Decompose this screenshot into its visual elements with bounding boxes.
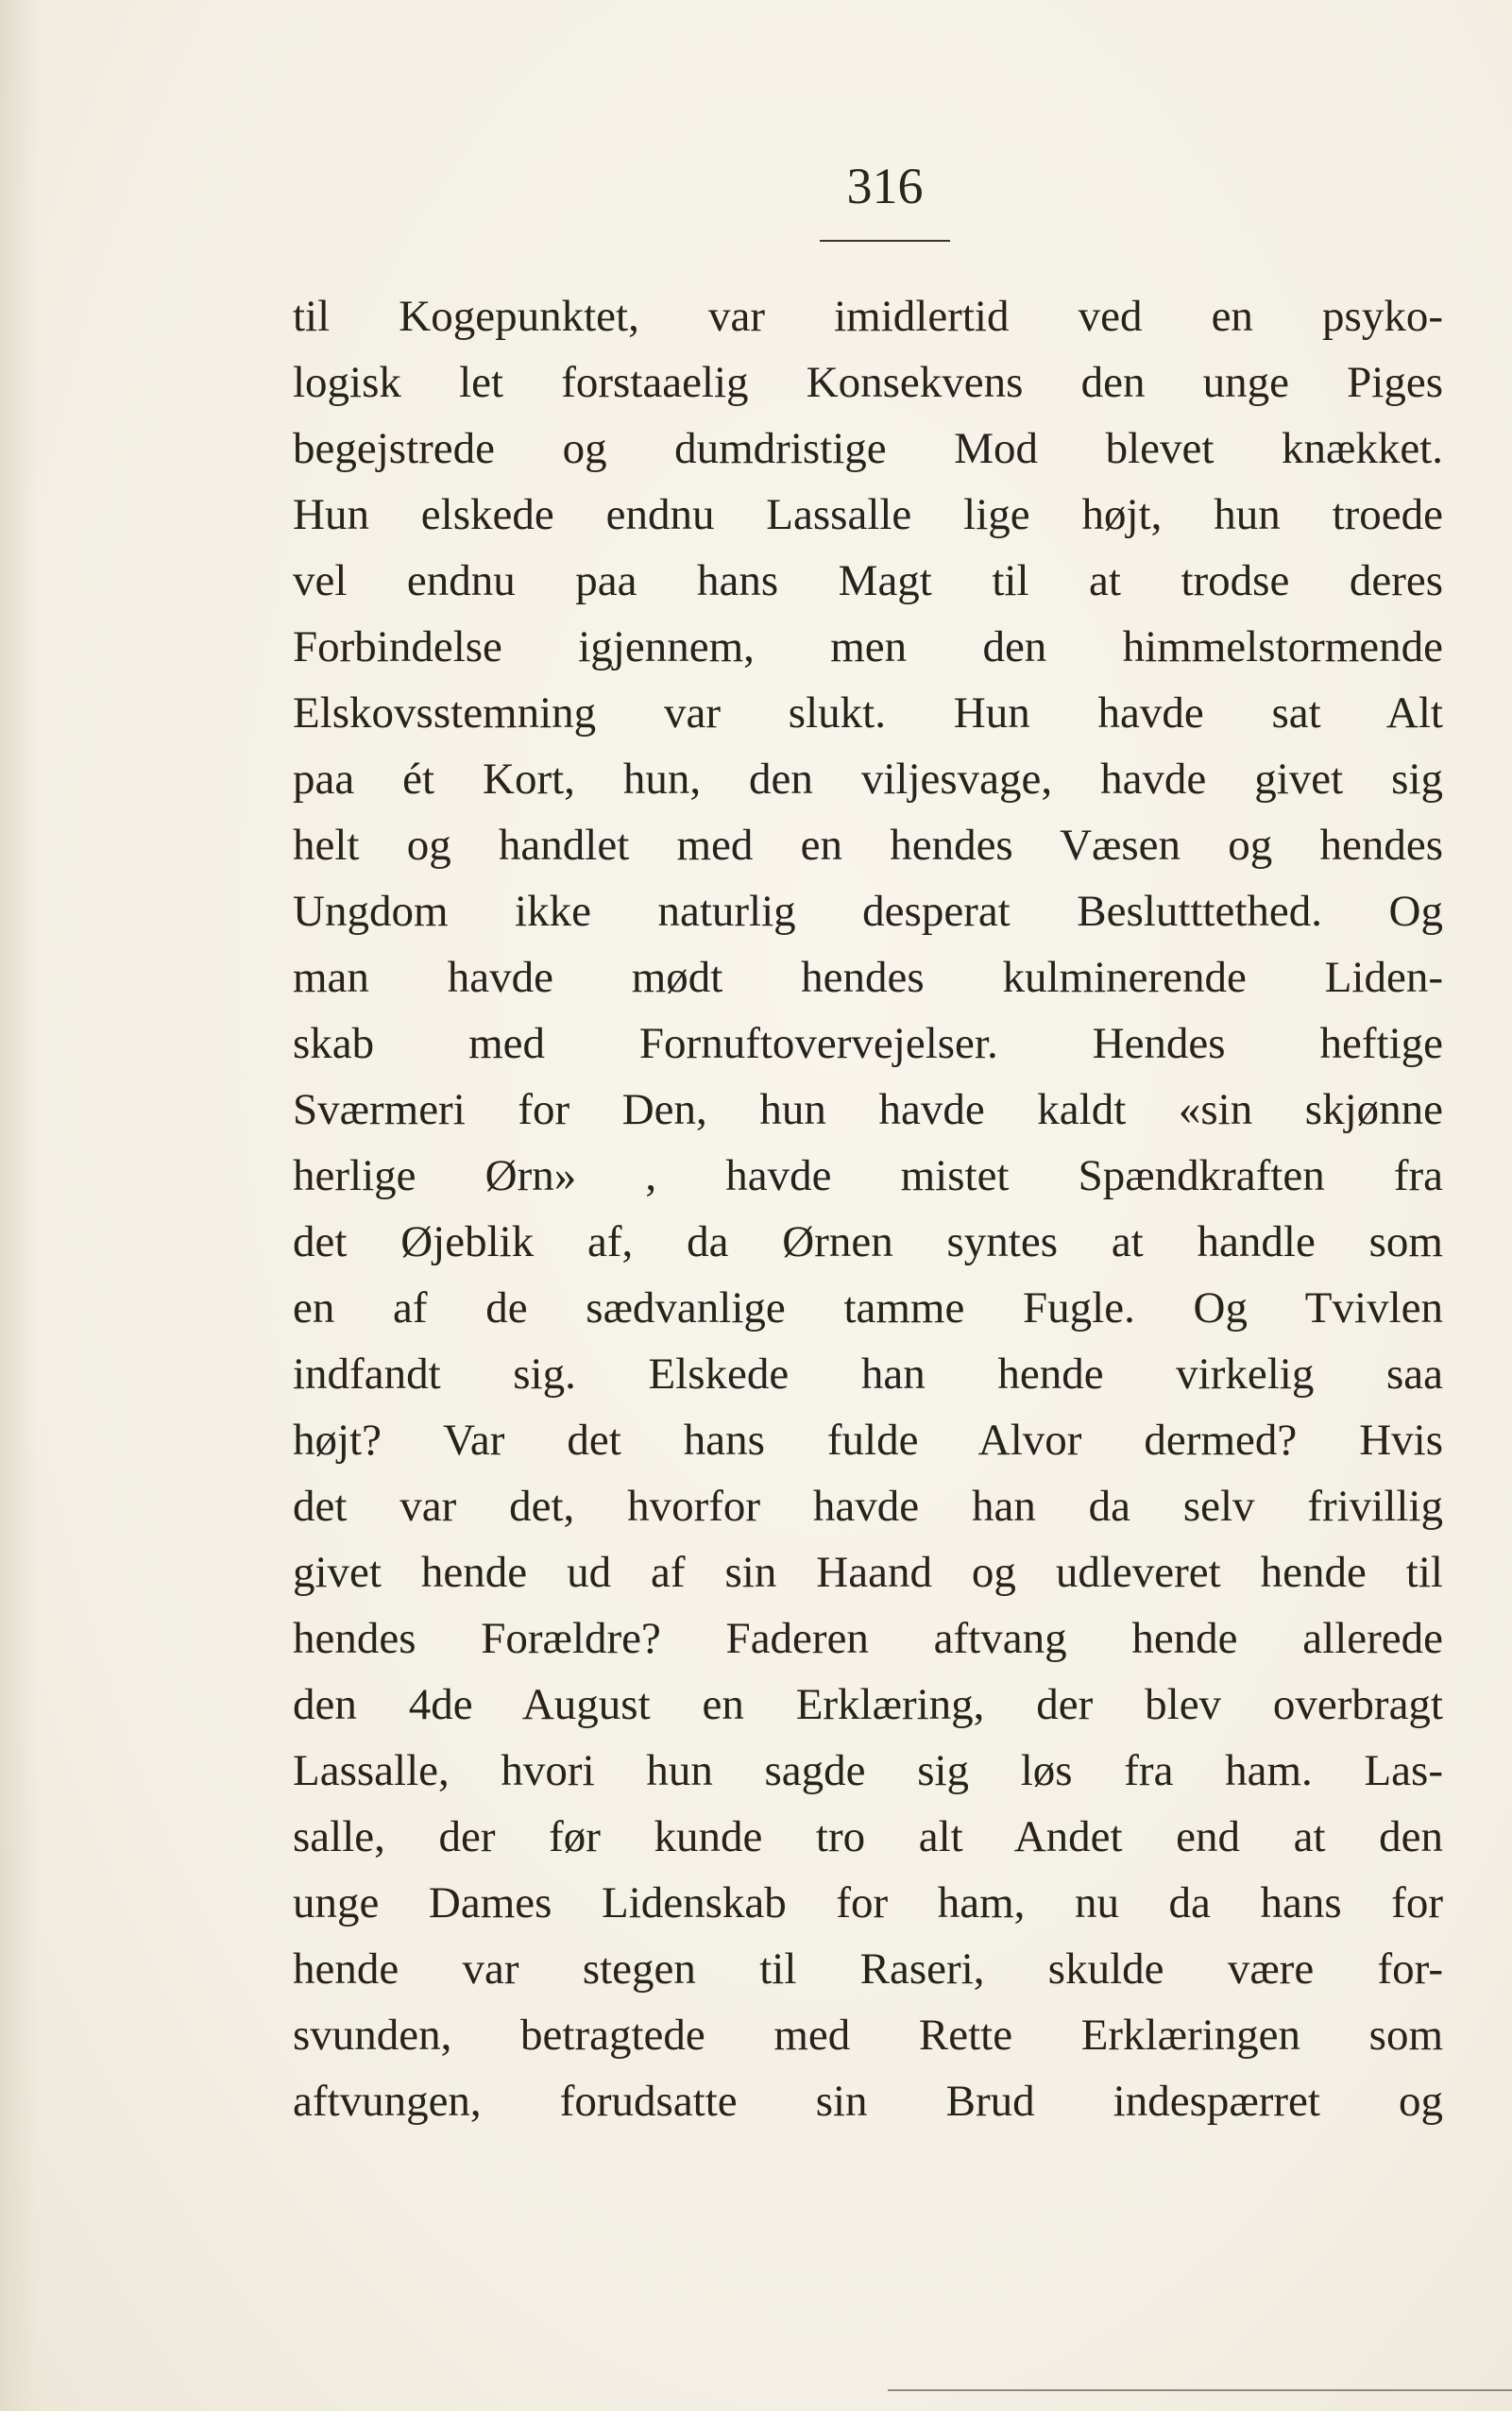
text-line: logisk let forstaaelig Konsekvens den unge Piges [293, 358, 1443, 407]
text-line: en af de sædvanlige tamme Fugle. Og Tvivlen [293, 1283, 1443, 1333]
page-number-rule [820, 240, 950, 242]
text-line: aftvungen, forudsatte sin Brud indespærret og [293, 2077, 1443, 2126]
text-line: det var det, hvorfor havde han da selv frivillig [293, 1482, 1443, 1531]
text-line: højt? Var det hans fulde Alvor dermed? Hvis [293, 1416, 1443, 1465]
text-line: man havde mødt hendes kulminerende Liden- [293, 953, 1443, 1002]
text-line: Sværmeri for Den, hun havde kaldt «sin skjønne [293, 1085, 1443, 1134]
page-gutter-shadow [0, 0, 38, 2411]
text-line: hendes Forældre? Faderen aftvang hende allerede [293, 1614, 1443, 1663]
text-line: herlige Ørn» , havde mistet Spændkraften fra [293, 1151, 1443, 1200]
text-line: til Kogepunktet, var imidlertid ved en psyko- [293, 292, 1443, 341]
body-text [293, 283, 1443, 2134]
bottom-edge-line [888, 2389, 1512, 2391]
text-line: givet hende ud af sin Haand og udleveret hende til [293, 1548, 1443, 1597]
text-line: indfandt sig. Elskede han hende virkelig saa [293, 1350, 1443, 1399]
text-line: skab med Fornuftovervejelser. Hendes heftige [293, 1019, 1443, 1068]
page-number: 316 [846, 158, 924, 214]
text-line: svunden, betragtede med Rette Erklæringen som [293, 2011, 1443, 2060]
text-line: helt og handlet med en hendes Væsen og hendes [293, 821, 1443, 870]
text-line: hende var stegen til Raseri, skulde være for- [293, 1944, 1443, 1994]
text-line: paa ét Kort, hun, den viljesvage, havde givet sig [293, 755, 1443, 804]
text-line: den 4de August en Erklæring, der blev overbragt [293, 1680, 1443, 1729]
text-line: Hun elskede endnu Lassalle lige højt, hun troede [293, 490, 1443, 539]
text-line: vel endnu paa hans Magt til at trodse deres [293, 556, 1443, 605]
text-line: begejstrede og dumdristige Mod blevet knækket. [293, 424, 1443, 473]
text-line: det Øjeblik af, da Ørnen syntes at handle som [293, 1217, 1443, 1266]
text-line: Ungdom ikke naturlig desperat Beslutttethed. Og [293, 887, 1443, 936]
text-line: unge Dames Lidenskab for ham, nu da hans for [293, 1878, 1443, 1927]
text-line: Lassalle, hvori hun sagde sig løs fra ham. Las- [293, 1746, 1443, 1795]
text-line: salle, der før kunde tro alt Andet end at den [293, 1812, 1443, 1861]
text-line: Elskovsstemning var slukt. Hun havde sat Alt [293, 688, 1443, 738]
text-line: Forbindelse igjennem, men den himmelstormende [293, 622, 1443, 671]
